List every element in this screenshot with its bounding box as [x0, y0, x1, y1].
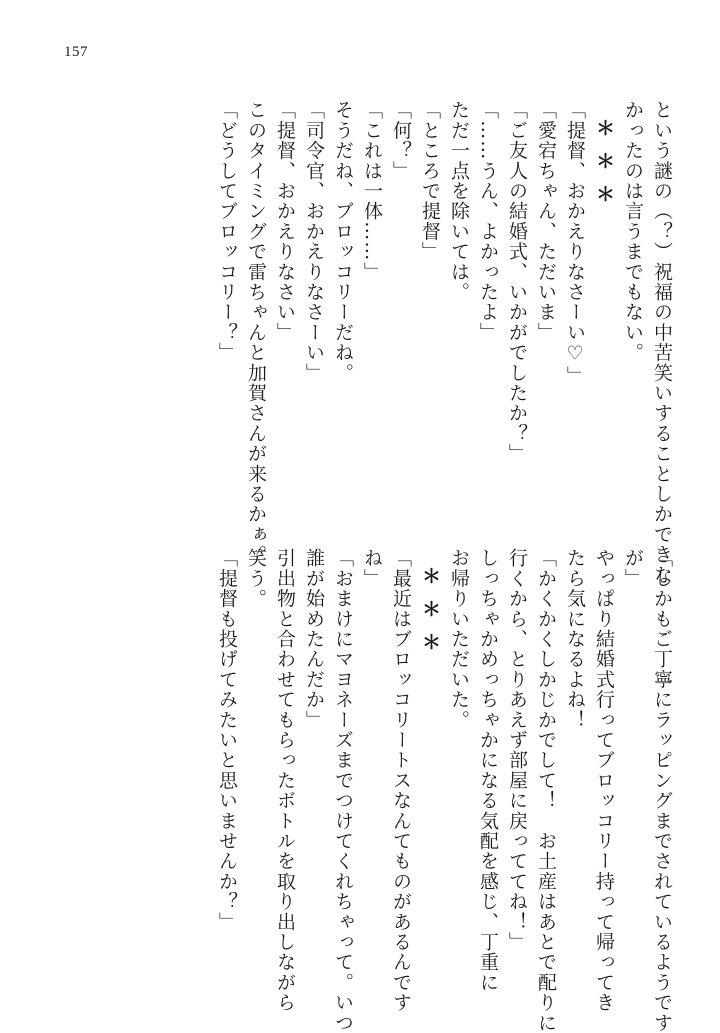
- text-line: 誰が始めたんだか」: [303, 548, 325, 730]
- text-line: 引出物と合わせてもらったボトルを取り出しながら: [274, 548, 296, 1013]
- text-line: 「……うん、よかったよ」: [477, 100, 499, 343]
- text-line: かったのは言うまでもない。: [622, 100, 644, 363]
- text-line: 「提督、おかえりなさーい♡」: [564, 100, 586, 386]
- text-line: 「最近はブロッコリートスなんてものがあるんです: [390, 548, 412, 1013]
- section-break: ＊＊＊: [593, 118, 615, 217]
- text-line: しっちゃかめっちゃかになる気配を感じ、丁重に: [477, 548, 499, 993]
- text-line: そうだね、ブロッコリーだね。: [332, 100, 354, 383]
- text-line: 「おまけにマヨネーズまでつけてくれちゃって。いつ: [332, 548, 354, 1033]
- text-line: 「提督、おかえりなさい」: [274, 100, 296, 343]
- text-line: という謎の（？）祝福の中苦笑いすることしかできな: [651, 100, 673, 585]
- text-line: 「ご友人の結婚式、いかがでしたか？」: [506, 100, 528, 464]
- bottom-text-block: [212, 548, 676, 1033]
- text-line: が」: [622, 548, 644, 589]
- section-break: ＊＊＊: [419, 566, 441, 665]
- text-line: やっぱり結婚式行ってブロッコリー持って帰ってき: [593, 548, 615, 1013]
- text-line: 「何？」: [390, 100, 412, 181]
- text-line: ただ一点を除いては。: [448, 100, 470, 302]
- text-line: 「どうしてブロッコリー？」: [216, 100, 238, 363]
- text-line: 「かくかくしかじかでして！ お土産はあとで配りに: [535, 548, 557, 1033]
- text-line: 行くから、とりあえず部屋に戻っててね！」: [506, 548, 528, 952]
- text-line: このタイミングで雷ちゃんと加賀さんが来るかぁ。: [245, 100, 267, 565]
- text-line: 「しかもご丁寧にラッピングまでされているようです: [651, 548, 673, 1033]
- text-line: 「司令官、おかえりなさーい」: [303, 100, 325, 383]
- text-line: たら気になるよね！: [564, 548, 586, 730]
- text-line: お帰りいただいた。: [448, 548, 470, 730]
- text-line: ね」: [361, 548, 383, 589]
- text-line: 「愛宕ちゃん、ただいま」: [535, 100, 557, 343]
- text-line: 笑う。: [245, 548, 267, 609]
- page-number: 157: [64, 44, 88, 60]
- text-line: 「ところで提督」: [419, 100, 441, 262]
- text-line: 「これは一体……」: [361, 100, 383, 282]
- text-line: 「提督も投げてみたいと思いませんか？」: [216, 548, 238, 932]
